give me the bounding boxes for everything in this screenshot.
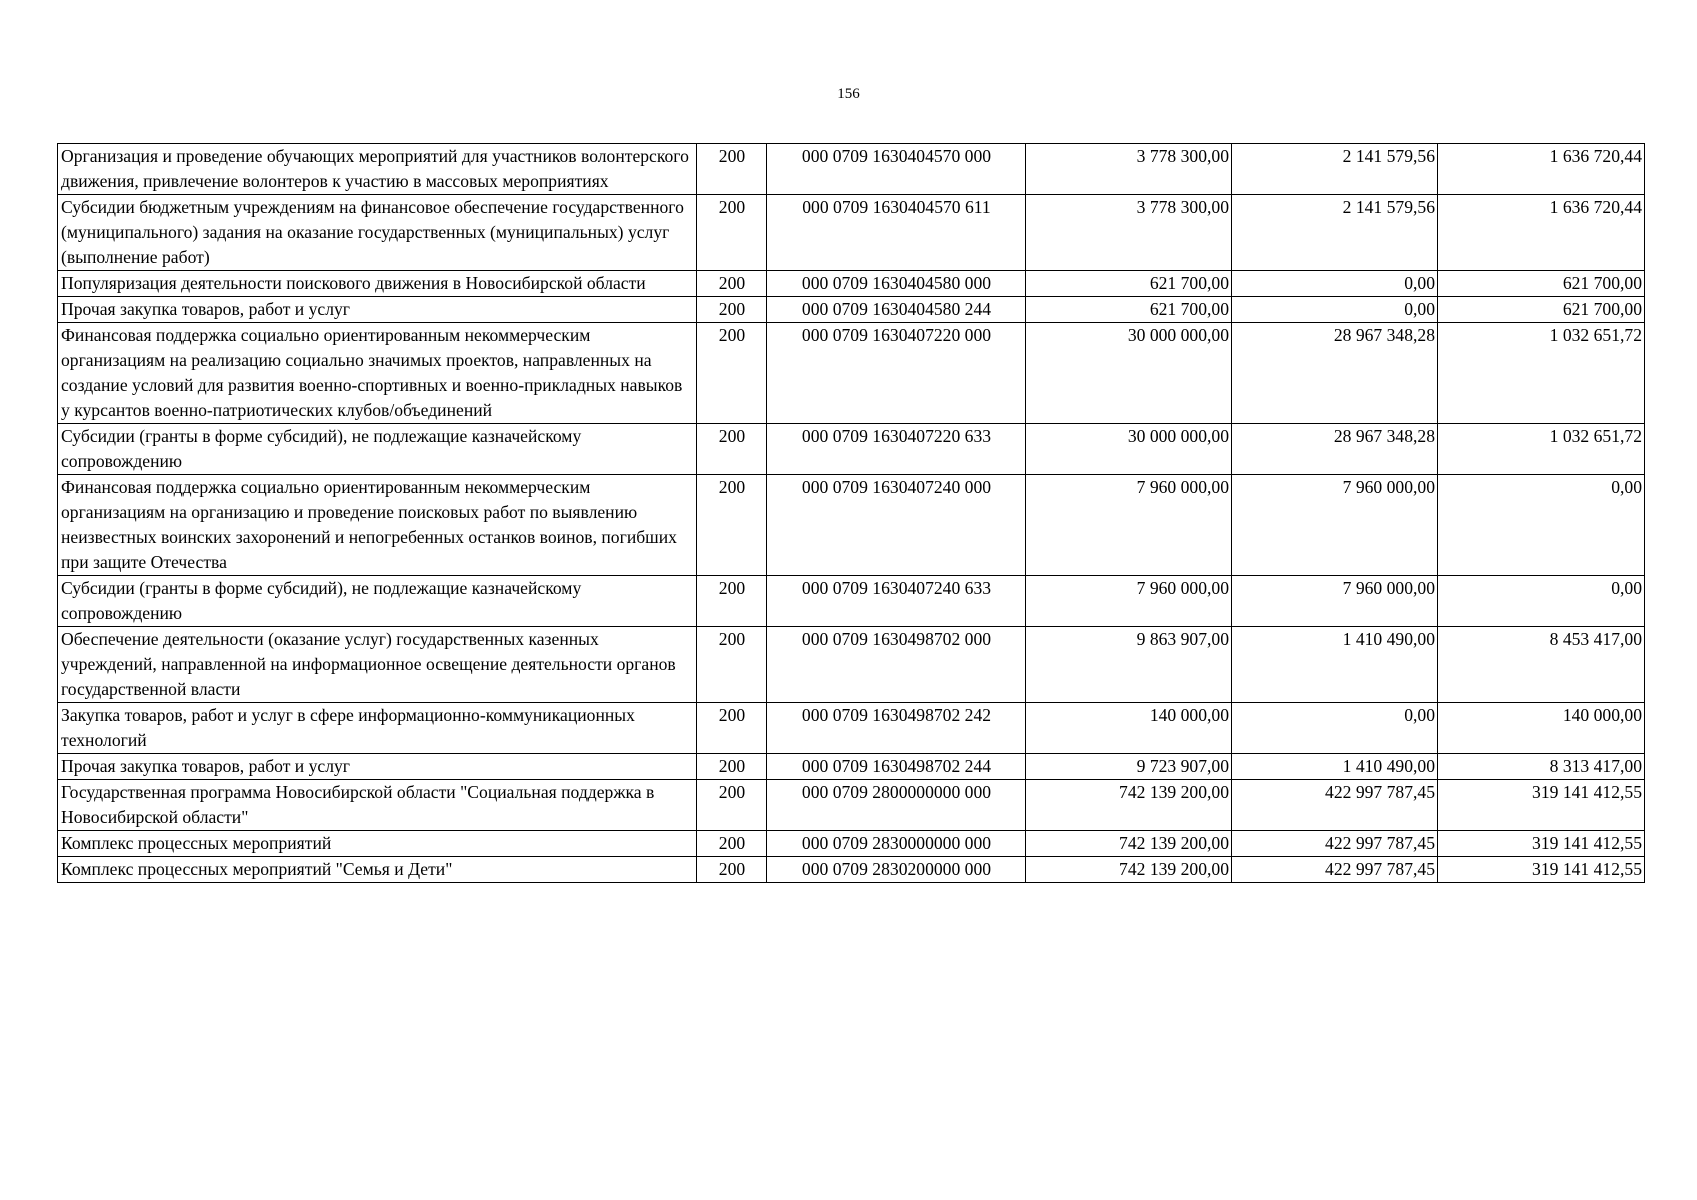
row-executed-amount-cell: 1 410 490,00 xyxy=(1232,754,1438,780)
table-row xyxy=(58,271,1645,297)
row-code-cell: 200 xyxy=(697,703,767,754)
row-name-cell: Популяризация деятельности поискового движения в Новосибирской области xyxy=(58,271,697,297)
row-executed-amount-cell: 0,00 xyxy=(1232,703,1438,754)
page-number: 156 xyxy=(837,86,860,102)
row-unexecuted-amount-cell: 621 700,00 xyxy=(1438,297,1645,323)
row-classification-code-cell: 000 0709 1630404570 611 xyxy=(767,195,1026,271)
row-code-cell: 200 xyxy=(697,576,767,627)
row-approved-amount-cell: 9 723 907,00 xyxy=(1026,754,1232,780)
row-name-cell: Закупка товаров, работ и услуг в сфере информационно-коммуникационных технологий xyxy=(58,703,697,754)
row-executed-amount-cell: 1 410 490,00 xyxy=(1232,627,1438,703)
row-approved-amount-cell: 621 700,00 xyxy=(1026,297,1232,323)
row-unexecuted-amount-cell: 0,00 xyxy=(1438,576,1645,627)
row-approved-amount-cell: 742 139 200,00 xyxy=(1026,831,1232,857)
row-approved-amount-cell: 621 700,00 xyxy=(1026,271,1232,297)
row-code-cell: 200 xyxy=(697,323,767,424)
table-row xyxy=(58,754,1645,780)
row-unexecuted-amount-cell: 319 141 412,55 xyxy=(1438,780,1645,831)
row-name-cell: Финансовая поддержка социально ориентированным некоммерческим организациям на реализацию социально значимых проектов, направленных на создание условий для развития военно-спортивных и военно-прикладных навыков у курсантов военно-патриотических клубов/объединений xyxy=(58,323,697,424)
budget-table-body xyxy=(58,144,1645,883)
row-approved-amount-cell: 3 778 300,00 xyxy=(1026,144,1232,195)
row-executed-amount-cell: 0,00 xyxy=(1232,297,1438,323)
row-classification-code-cell: 000 0709 2830000000 000 xyxy=(767,831,1026,857)
row-code-cell: 200 xyxy=(697,780,767,831)
row-unexecuted-amount-cell: 319 141 412,55 xyxy=(1438,831,1645,857)
row-unexecuted-amount-cell: 8 453 417,00 xyxy=(1438,627,1645,703)
row-classification-code-cell: 000 0709 1630404570 000 xyxy=(767,144,1026,195)
table-row xyxy=(58,703,1645,754)
row-classification-code-cell: 000 0709 1630498702 000 xyxy=(767,627,1026,703)
table-row xyxy=(58,780,1645,831)
row-executed-amount-cell: 0,00 xyxy=(1232,271,1438,297)
row-name-cell: Прочая закупка товаров, работ и услуг xyxy=(58,297,697,323)
table-row xyxy=(58,857,1645,883)
row-code-cell: 200 xyxy=(697,475,767,576)
row-name-cell: Организация и проведение обучающих мероприятий для участников волонтерского движения, привлечение волонтеров к участию в массовых мероприятиях xyxy=(58,144,697,195)
row-classification-code-cell: 000 0709 1630407240 633 xyxy=(767,576,1026,627)
table-row xyxy=(58,576,1645,627)
row-unexecuted-amount-cell: 319 141 412,55 xyxy=(1438,857,1645,883)
row-code-cell: 200 xyxy=(697,271,767,297)
row-approved-amount-cell: 742 139 200,00 xyxy=(1026,780,1232,831)
row-classification-code-cell: 000 0709 1630498702 244 xyxy=(767,754,1026,780)
row-classification-code-cell: 000 0709 1630498702 242 xyxy=(767,703,1026,754)
row-unexecuted-amount-cell: 1 032 651,72 xyxy=(1438,424,1645,475)
row-name-cell: Комплекс процессных мероприятий "Семья и Дети" xyxy=(58,857,697,883)
table-row xyxy=(58,627,1645,703)
row-unexecuted-amount-cell: 0,00 xyxy=(1438,475,1645,576)
row-unexecuted-amount-cell: 1 636 720,44 xyxy=(1438,144,1645,195)
row-unexecuted-amount-cell: 1 032 651,72 xyxy=(1438,323,1645,424)
row-classification-code-cell: 000 0709 1630404580 000 xyxy=(767,271,1026,297)
table-row xyxy=(58,831,1645,857)
row-approved-amount-cell: 7 960 000,00 xyxy=(1026,475,1232,576)
row-code-cell: 200 xyxy=(697,195,767,271)
row-code-cell: 200 xyxy=(697,754,767,780)
table-row xyxy=(58,323,1645,424)
row-executed-amount-cell: 28 967 348,28 xyxy=(1232,323,1438,424)
row-code-cell: 200 xyxy=(697,627,767,703)
row-approved-amount-cell: 3 778 300,00 xyxy=(1026,195,1232,271)
row-name-cell: Прочая закупка товаров, работ и услуг xyxy=(58,754,697,780)
row-code-cell: 200 xyxy=(697,144,767,195)
row-executed-amount-cell: 2 141 579,56 xyxy=(1232,195,1438,271)
row-classification-code-cell: 000 0709 2830200000 000 xyxy=(767,857,1026,883)
table-row xyxy=(58,424,1645,475)
row-unexecuted-amount-cell: 621 700,00 xyxy=(1438,271,1645,297)
row-name-cell: Субсидии (гранты в форме субсидий), не подлежащие казначейскому сопровождению xyxy=(58,576,697,627)
row-code-cell: 200 xyxy=(697,424,767,475)
row-approved-amount-cell: 742 139 200,00 xyxy=(1026,857,1232,883)
row-classification-code-cell: 000 0709 1630404580 244 xyxy=(767,297,1026,323)
row-code-cell: 200 xyxy=(697,857,767,883)
row-executed-amount-cell: 422 997 787,45 xyxy=(1232,780,1438,831)
row-name-cell: Финансовая поддержка социально ориентированным некоммерческим организациям на организацию и проведение поисковых работ по выявлению неизвестных воинских захоронений и непогребенных останков воинов, погибших при защите Отечества xyxy=(58,475,697,576)
row-classification-code-cell: 000 0709 1630407220 000 xyxy=(767,323,1026,424)
table-row xyxy=(58,475,1645,576)
row-classification-code-cell: 000 0709 1630407240 000 xyxy=(767,475,1026,576)
row-approved-amount-cell: 30 000 000,00 xyxy=(1026,424,1232,475)
row-code-cell: 200 xyxy=(697,831,767,857)
row-approved-amount-cell: 7 960 000,00 xyxy=(1026,576,1232,627)
table-row xyxy=(58,144,1645,195)
row-code-cell: 200 xyxy=(697,297,767,323)
row-unexecuted-amount-cell: 1 636 720,44 xyxy=(1438,195,1645,271)
table-row xyxy=(58,297,1645,323)
row-executed-amount-cell: 28 967 348,28 xyxy=(1232,424,1438,475)
row-executed-amount-cell: 422 997 787,45 xyxy=(1232,831,1438,857)
row-unexecuted-amount-cell: 8 313 417,00 xyxy=(1438,754,1645,780)
row-approved-amount-cell: 30 000 000,00 xyxy=(1026,323,1232,424)
row-classification-code-cell: 000 0709 1630407220 633 xyxy=(767,424,1026,475)
row-approved-amount-cell: 140 000,00 xyxy=(1026,703,1232,754)
row-executed-amount-cell: 7 960 000,00 xyxy=(1232,576,1438,627)
row-unexecuted-amount-cell: 140 000,00 xyxy=(1438,703,1645,754)
row-executed-amount-cell: 2 141 579,56 xyxy=(1232,144,1438,195)
row-name-cell: Комплекс процессных мероприятий xyxy=(58,831,697,857)
row-approved-amount-cell: 9 863 907,00 xyxy=(1026,627,1232,703)
table-row xyxy=(58,195,1645,271)
row-name-cell: Государственная программа Новосибирской области "Социальная поддержка в Новосибирской области" xyxy=(58,780,697,831)
row-executed-amount-cell: 7 960 000,00 xyxy=(1232,475,1438,576)
row-name-cell: Субсидии бюджетным учреждениям на финансовое обеспечение государственного (муниципального) задания на оказание государственных (муниципальных) услуг (выполнение работ) xyxy=(58,195,697,271)
row-executed-amount-cell: 422 997 787,45 xyxy=(1232,857,1438,883)
row-name-cell: Субсидии (гранты в форме субсидий), не подлежащие казначейскому сопровождению xyxy=(58,424,697,475)
row-name-cell: Обеспечение деятельности (оказание услуг) государственных казенных учреждений, направленной на информационное освещение деятельности органов государственной власти xyxy=(58,627,697,703)
budget-table xyxy=(57,143,1645,883)
row-classification-code-cell: 000 0709 2800000000 000 xyxy=(767,780,1026,831)
